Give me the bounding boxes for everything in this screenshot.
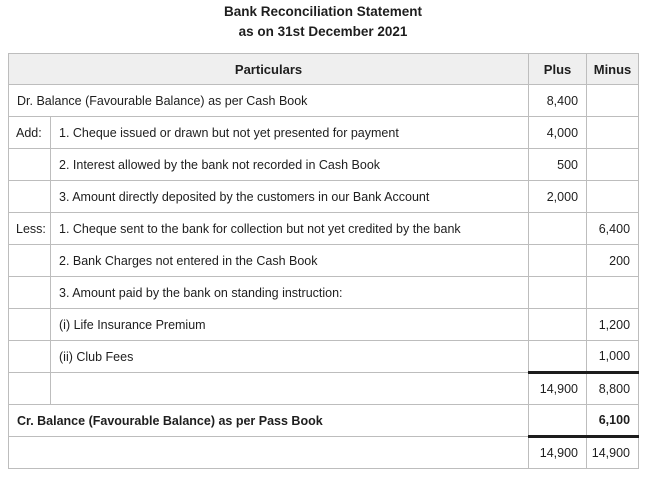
statement-title-block	[0, 0, 646, 42]
table-row	[9, 309, 639, 341]
plus-cell: 14,900	[529, 373, 587, 405]
particulars-cell: (ii) Club Fees	[51, 341, 529, 373]
minus-cell: 200	[587, 245, 639, 277]
page-subtitle: as on 31st December 2021	[238, 24, 408, 39]
plus-cell	[529, 245, 587, 277]
row-label-cell	[9, 309, 51, 341]
bank-reconciliation-table	[8, 53, 639, 469]
particulars-cell: 3. Amount directly deposited by the customers in our Bank Account	[51, 181, 529, 213]
plus-cell: 500	[529, 149, 587, 181]
table-row	[9, 85, 639, 117]
row-label-cell	[9, 373, 51, 405]
table-row	[9, 245, 639, 277]
table-row	[9, 181, 639, 213]
minus-cell: 8,800	[587, 373, 639, 405]
plus-cell: 14,900	[529, 437, 587, 469]
table-body	[9, 85, 639, 469]
minus-cell	[587, 277, 639, 309]
plus-cell	[529, 405, 587, 437]
minus-cell	[587, 149, 639, 181]
particulars-cell: Dr. Balance (Favourable Balance) as per Cash Book	[9, 85, 529, 117]
minus-cell: 1,200	[587, 309, 639, 341]
particulars-cell	[9, 437, 529, 469]
particulars-cell: 3. Amount paid by the bank on standing instruction:	[51, 277, 529, 309]
page-title: Bank Reconciliation Statement	[223, 4, 423, 19]
particulars-cell: 1. Cheque sent to the bank for collection but not yet credited by the bank	[51, 213, 529, 245]
table-row	[9, 277, 639, 309]
column-header-particulars: Particulars	[9, 54, 529, 85]
particulars-cell	[51, 373, 529, 405]
minus-cell: 6,400	[587, 213, 639, 245]
particulars-cell: 2. Bank Charges not entered in the Cash Book	[51, 245, 529, 277]
table-header-row	[9, 54, 639, 85]
particulars-cell: 1. Cheque issued or drawn but not yet presented for payment	[51, 117, 529, 149]
plus-cell: 2,000	[529, 181, 587, 213]
minus-cell: 1,000	[587, 341, 639, 373]
plus-cell	[529, 309, 587, 341]
minus-cell: 6,100	[587, 405, 639, 437]
plus-cell	[529, 341, 587, 373]
plus-cell: 8,400	[529, 85, 587, 117]
plus-cell	[529, 213, 587, 245]
minus-cell	[587, 181, 639, 213]
table-row	[9, 213, 639, 245]
column-header-minus: Minus	[587, 54, 639, 85]
minus-cell: 14,900	[587, 437, 639, 469]
row-label-cell	[9, 245, 51, 277]
plus-cell: 4,000	[529, 117, 587, 149]
table-row	[9, 437, 639, 469]
table-row	[9, 117, 639, 149]
minus-cell	[587, 117, 639, 149]
particulars-cell: Cr. Balance (Favourable Balance) as per Pass Book	[9, 405, 529, 437]
row-label-cell: Less:	[9, 213, 51, 245]
column-header-plus: Plus	[529, 54, 587, 85]
plus-cell	[529, 277, 587, 309]
row-label-cell	[9, 181, 51, 213]
table-row	[9, 341, 639, 373]
particulars-cell: (i) Life Insurance Premium	[51, 309, 529, 341]
row-label-cell	[9, 277, 51, 309]
minus-cell	[587, 85, 639, 117]
table-row	[9, 149, 639, 181]
table-row	[9, 373, 639, 405]
particulars-cell: 2. Interest allowed by the bank not recorded in Cash Book	[51, 149, 529, 181]
row-label-cell	[9, 341, 51, 373]
table-row	[9, 405, 639, 437]
row-label-cell: Add:	[9, 117, 51, 149]
row-label-cell	[9, 149, 51, 181]
